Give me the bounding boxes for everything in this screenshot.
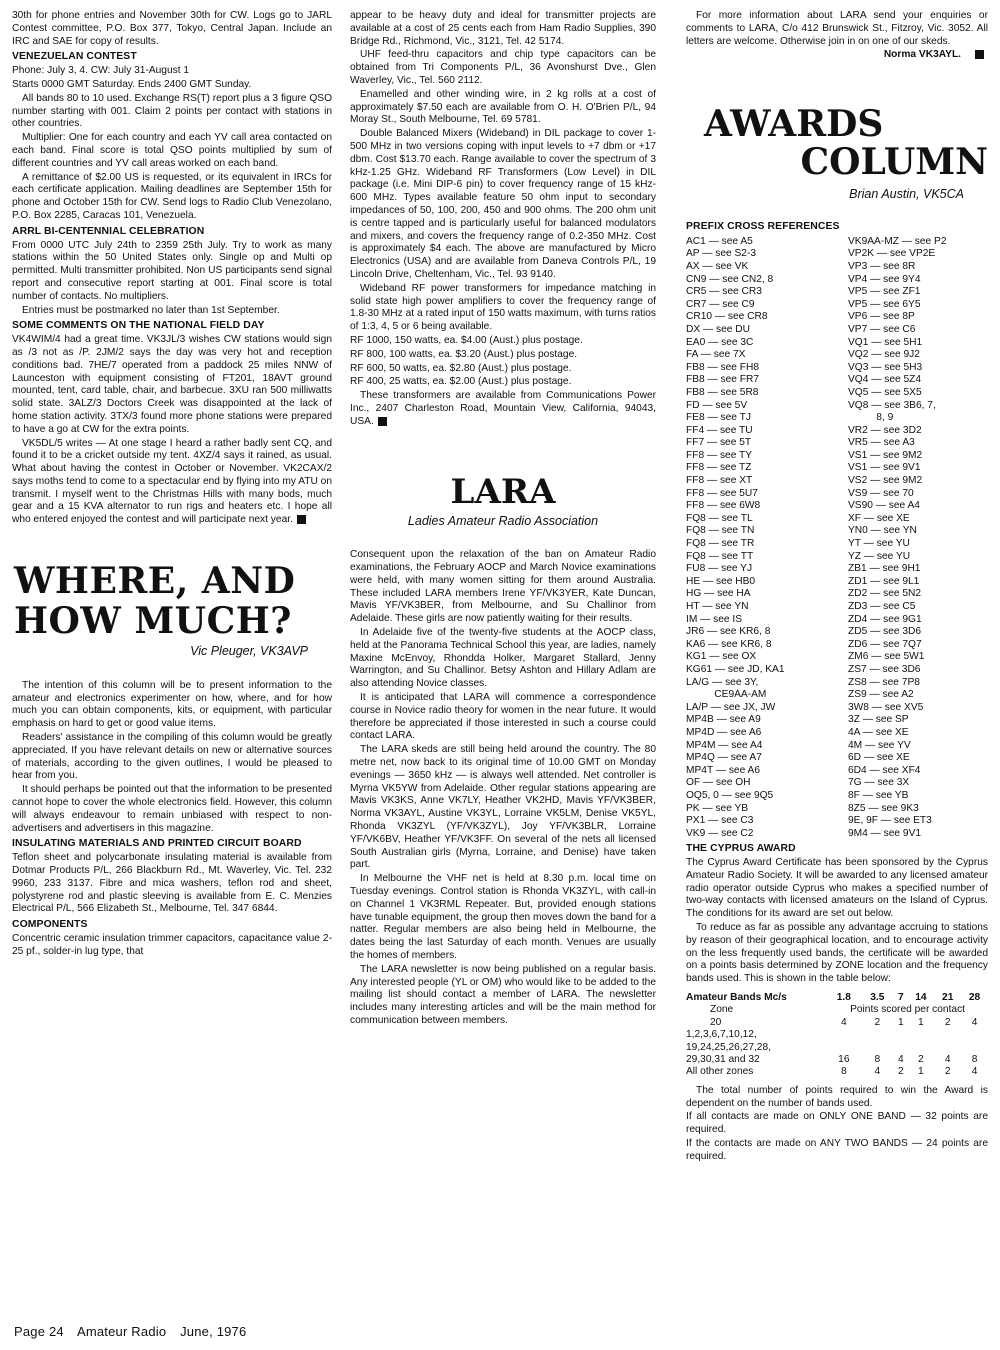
prefix-xref-item: 8, 9 [848, 412, 894, 424]
points-cell: 8 [874, 1054, 881, 1066]
prefix-xref-item: FB8 — see FR7 [686, 374, 760, 386]
bands-label: Amateur Bands Mc/s [686, 992, 787, 1004]
prefix-xref-item: FQ8 — see TL [686, 512, 753, 524]
points-cell: 4 [840, 1016, 847, 1028]
prefix-xref-item: ZD1 — see 9L1 [848, 575, 920, 587]
prefix-xref-item: OF — see OH [686, 777, 751, 789]
where-note: It should perhaps be pointed out that the information to be presented cannot hope to cover the whole electronics field. However, this column will always endeavour to remain unbiased with respect to non-advertisers and advertisers in this magazine. [12, 784, 332, 834]
prefix-xref-item: KG1 — see OX [686, 651, 757, 663]
band-cell: 7 [897, 992, 904, 1004]
prefix-xref-item: 8F — see YB [848, 789, 909, 801]
arrl-rules: From 0000 UTC July 24th to 2359 25th July. Try to work as many stations within the 50 United States only. Single op and Multi op permitted. Multi transmitter prohibited. Non US participants send signal report and consecutive report starting at 001. Final score is total number of contacts. No multipliers. [12, 239, 332, 302]
prefix-xref-item: 7G — see 3X [848, 777, 910, 789]
points-cell: 4 [874, 1066, 881, 1078]
band-cell: 3.5 [870, 992, 885, 1004]
prefix-xref-item: VQ8 — see 3B6, 7, [848, 399, 936, 411]
prefix-xref-item: FF7 — see 5T [686, 437, 752, 449]
prefix-xref-item: 8Z5 — see 9K3 [848, 802, 919, 814]
lara-adelaide: In Adelaide five of the twenty-five students at the AOCP class, held at the Panorama Technical School this year, are ladies, namely Maxine McEnvoy, Rhondda Holker, Margaret Stallard, Jenny Warrington, and Su Challinor. Betsy Ashton and Hillary Adlam are also attending Novice classes. [350, 627, 656, 690]
cyprus-two-bands: If the contacts are made on ANY TWO BANDS — 24 points are required. [686, 1138, 988, 1162]
prefix-xref-item: KA6 — see KR6, 8 [686, 638, 772, 650]
prefix-xref-item: VK9 — see C2 [686, 827, 754, 839]
points-cell: 4 [971, 1066, 978, 1078]
prefix-xref-item: MP4Q — see A7 [686, 752, 762, 764]
prefix-xref-item: ZB1 — see 9H1 [848, 563, 921, 575]
table-row [686, 1017, 988, 1029]
prefix-xref-item: 4A — see XE [848, 726, 909, 738]
prefix-xref-item: MP4M — see A4 [686, 739, 763, 751]
price-line: RF 800, 100 watts, ea. $3.20 (Aust.) plus postage. [350, 348, 578, 360]
rf-transformers-text: Wideband RF power transformers for impedance matching in solid state high power amplifiers to cover the frequency range of 1.8-30 MHz at a rated input of 150 watts maximum, with turns ratios of 1:3, 4, 5 or 6 being available. [350, 282, 656, 333]
table-row [686, 1029, 988, 1041]
points-cell: 16 [838, 1054, 850, 1066]
awards-column-title [704, 103, 988, 184]
magazine-name: Amateur Radio [76, 1324, 167, 1339]
points-cell [961, 1029, 988, 1041]
band-cell: 14 [915, 992, 927, 1004]
prefix-xref-right [848, 236, 988, 841]
points-cell: 4 [897, 1054, 904, 1066]
prefix-xref-item: ZD6 — see 7Q7 [848, 638, 922, 650]
price-line: RF 1000, 150 watts, ea. $4.00 (Aust.) plus postage. [350, 334, 583, 346]
points-cell [907, 1029, 934, 1041]
venezuelan-remittance: A remittance of $2.00 US is requested, or its equivalent in IRCs for each certificate application. Mailing deadlines are September 15th for phone and October 15th for CW. Send logs to Radio Club Venezolano, P.O. Box 2285, Caracas 101, Venezuela. [12, 171, 332, 221]
band-cell: 1.8 [836, 992, 851, 1004]
where-how-much-title [14, 560, 332, 643]
prefix-xref-item: ZD2 — see 5N2 [848, 588, 922, 600]
venezuelan-multiplier: Multiplier: One for each country and each YV call area contacted on each band. Final score is total QSO points multiplied by sum of different countries and YV call areas worked on each band. [12, 132, 332, 169]
prefix-xref-item: YT — see YU [848, 538, 910, 550]
prefix-xref-item: VR5 — see A3 [848, 437, 915, 449]
field-day-comments-2-text: VK5DL/5 writes — At one stage I heard a rather badly sent CQ, and found it to be a cricket outside my tent. 4XZ/4 says it rained, as usual. What about having the contest in October or November. VK2CAX/2 says moths tend to come to a spectacular end by flying into my ATU on transmit. I myself went to the Christmas Hills with many bods, much gear and a 15 KVA alternator to run rigs and heaters etc. I hope all who entered enjoyed the contest and will participate next year. [12, 437, 332, 526]
prefix-xref-item: DX — see DU [686, 323, 750, 335]
lara-signature-text: Norma VK3AYL. [883, 49, 961, 61]
insulating-heading: INSULATING MATERIALS AND PRINTED CIRCUIT BOARD [12, 838, 302, 850]
points-cell: 1 [897, 1016, 904, 1028]
lara-newsletter: The LARA newsletter is now being published on a regular basis. Any interested people (YL or OM) who would like to be added to the mailing list should contact a member of LARA. The newsletter includes many interesting articles and will be the main method for communication between members. [350, 963, 656, 1026]
prefix-xref-item: 9E, 9F — see ET3 [848, 815, 932, 827]
points-label: Points scored per contact [850, 1004, 966, 1016]
prefix-xref-item: 4M — see YV [848, 739, 911, 751]
components-text: Concentric ceramic insulation trimmer capacitors, capacitance value 2-25 pf., solder-in lug type, that [12, 933, 332, 957]
zone-cell: All other zones [686, 1066, 754, 1078]
prefix-xref-item: AC1 — see A5 [686, 235, 753, 247]
prefix-xref-item: HE — see HB0 [686, 575, 756, 587]
band-cell: 21 [942, 992, 954, 1004]
where-intro: The intention of this column will be to present information to the amateur and electronics experimenter on how, where, and for how much you can obtain components, kits, or equipment, with particular emphasis on hard to get or good value items. [12, 679, 332, 730]
points-cell: 1 [918, 1066, 924, 1078]
prefix-xref-item: CR7 — see C9 [686, 298, 755, 310]
prefix-xref-item: FB8 — see FH8 [686, 361, 760, 373]
table-row [686, 1066, 988, 1078]
points-cell [934, 1029, 961, 1041]
prefix-xref-item: HT — see YN [686, 601, 749, 612]
prefix-xref-item: ZS9 — see A2 [848, 689, 914, 701]
prefix-xref-item: VP3 — see 8R [848, 260, 916, 272]
prefix-xref-item: YN0 — see YN [848, 525, 917, 537]
awards-byline: Brian Austin, VK5CA [849, 187, 964, 202]
cyprus-points-table [686, 992, 988, 1079]
prefix-xref-item: OQ5, 0 — see 9Q5 [686, 789, 774, 801]
transformers-source [350, 390, 656, 428]
prefix-xref-item: VP5 — see ZF1 [848, 286, 921, 298]
prefix-xref-item: HG — see HA [686, 588, 751, 600]
prefix-xref-item: VQ4 — see 5Z4 [848, 374, 922, 386]
prefix-xref-item: PK — see YB [686, 802, 749, 814]
prefix-xref-item: VR2 — see 3D2 [848, 424, 922, 436]
prefix-xref-item: MP4D — see A6 [686, 726, 762, 738]
prefix-xref-item: VK9AA-MZ — see P2 [848, 235, 947, 247]
field-day-comments: VK4WIM/4 had a great time. VK3JL/3 wishes CW stations would sign as /3 not as /P. 2JM/2 says the day was very hot and reception conditions bad. 7HE/7 operated from a paddock 25 miles NNW of Launceston with equipment consisting of FT201, 18AVT ground mounted, tent, card table, chair, and barbecue. 3XU ran 500 milliwatts solid state. 3ALZ/3 Doctors Creek was disappointed at the lack of home station activity. 3TX/3 found more phone stations were prepared to have a go at CW for the extra points. [12, 334, 332, 435]
venezuelan-contest-heading: VENEZUELAN CONTEST [12, 51, 137, 63]
prefix-xref-item: ZS8 — see 7P8 [848, 676, 920, 688]
prefix-xref-item: VP5 — see 6Y5 [848, 298, 921, 310]
table-row [686, 1042, 988, 1054]
prefix-xref-item: ZD3 — see C5 [848, 601, 916, 612]
prefix-xref-item: VP4 — see 9Y4 [848, 273, 921, 285]
winding-wire-text: Enamelled and other winding wire, in 2 kg rolls at a cost of approximately $7.50 each are available from O. H. O'Brien P/L, 94 Moray St., South Melbourne, Tel. 69 5781. [350, 88, 656, 126]
where-readers: Readers' assistance in the compiling of this column would be greatly appreciated. If you have relevant details on new or alternative sources of materials, according to the given outlines, I would be pleased to hear from you. [12, 732, 332, 782]
prefix-xref-item: FF8 — see TY [686, 449, 753, 461]
venezuelan-dates: Phone: July 3, 4. CW: July 31-August 1 [12, 65, 190, 77]
prefix-xref-item: FD — see 5V [686, 399, 748, 411]
prefix-xref-item: VS1 — see 9M2 [848, 449, 923, 461]
components-heading: COMPONENTS [12, 919, 88, 931]
prefix-xref-item: ZD5 — see 3D6 [848, 626, 922, 638]
prefix-xref-item: FB8 — see 5R8 [686, 386, 759, 398]
prefix-xref-item: EA0 — see 3C [686, 336, 754, 348]
prefix-xref-item: VS9 — see 70 [848, 487, 914, 499]
awards-title-line1: AWARDS [704, 103, 884, 146]
prefix-xref-item: 9M4 — see 9V1 [848, 827, 922, 839]
points-cell: 2 [874, 1016, 881, 1028]
prefix-xref-item: 3Z — see SP [848, 714, 909, 726]
lara-subtitle: Ladies Amateur Radio Association [407, 513, 599, 528]
field-day-heading: SOME COMMENTS ON THE NATIONAL FIELD DAY [12, 320, 265, 332]
page-footer [14, 1324, 256, 1339]
price-line: RF 600, 50 watts, ea. $2.80 (Aust.) plus postage. [350, 362, 572, 374]
prefix-xref-item: FQ8 — see TT [686, 550, 754, 562]
zone-cell: 20 [710, 1016, 722, 1028]
prefix-xref-heading: PREFIX CROSS REFERENCES [686, 220, 840, 232]
zone-cell: 1,2,3,6,7,10,12, [686, 1029, 757, 1041]
arrl-heading: ARRL BI-CENTENNIAL CELEBRATION [12, 225, 205, 237]
points-cell: 8 [840, 1066, 847, 1078]
points-cell: 2 [944, 1066, 951, 1078]
column-left [12, 10, 332, 960]
points-cell: 4 [944, 1054, 951, 1066]
points-cell [827, 1029, 861, 1041]
prefix-xref-item: FU8 — see YJ [686, 563, 753, 575]
points-cell [827, 1042, 861, 1054]
lara-melbourne: In Melbourne the VHF net is held at 8.30 p.m. local time on Tuesday evenings. Control station is Rhonda VK3ZYL, with call-in on Channel 1 VK3RML Repeater. But, provided enough stations have tunable equipment, the group then moves down the band for a natter. Regular members are also being held in Melbourne, the dates being the last Saturday of each month. Venues are usually the homes of members. [350, 873, 656, 961]
prefix-xref-item: CR5 — see CR3 [686, 286, 762, 298]
points-cell [861, 1042, 895, 1054]
prefix-xref-item: FF8 — see TZ [686, 462, 752, 474]
points-cell [934, 1042, 961, 1054]
end-mark-icon [378, 417, 387, 426]
prefix-xref-item: VP7 — see C6 [848, 323, 916, 335]
column-middle [350, 10, 656, 1029]
prefix-xref-item: LA/P — see JX, JW [686, 701, 776, 713]
prefix-xref-item: AX — see VK [686, 260, 749, 272]
points-cell [894, 1029, 907, 1041]
points-cell: 1 [918, 1016, 924, 1028]
page-number: Page 24 [14, 1324, 64, 1339]
prefix-xref-item: 6D — see XE [848, 752, 910, 764]
awards-title-line2: COLUMN [800, 141, 988, 184]
lara-more-info: For more information about LARA send your enquiries or comments to LARA, C/o 412 Brunswick St., Fitzroy, Vic. 3052. All letters are welcome. Otherwise join in on one of our skeds. [686, 10, 988, 47]
prefix-xref-item: ZM6 — see 5W1 [848, 651, 925, 663]
prefix-xref-item: VQ2 — see 9J2 [848, 349, 920, 361]
prefix-xref-item: FF8 — see 5U7 [686, 487, 758, 499]
cyprus-total: The total number of points required to win the Award is dependent on the number of bands used. [686, 1084, 988, 1109]
table-header-row [686, 992, 988, 1004]
cyprus-heading: THE CYPRUS AWARD [686, 843, 796, 855]
lara-title: LARA [450, 471, 556, 512]
prefix-xref-item: VQ5 — see 5X5 [848, 386, 922, 398]
insulating-text: Teflon sheet and polycarbonate insulating material is available from Dotmar Products P/L, 266 Blackburn Rd., Mt. Waverley, Vic. Tel. 232 9960, 233 3137. Fibre and mica washers, teflon rod and sheet, polystyrene rod and plastic sleeving is available from E. C. Menzies Electrical P/L, 566 Elizabeth St., Melbourne, Tel. 347 6844. [12, 852, 332, 915]
trimmer-capacitors-text: appear to be heavy duty and ideal for transmitter projects are available at a cost of 25 cents each from Ham Radio Supplies, 390 Bridge Rd., Richmond, Vic., 3121, Tel. 42 5174. [350, 10, 656, 47]
points-cell [961, 1042, 988, 1054]
issue-date: June, 1976 [180, 1324, 247, 1339]
zone-cell: 19,24,25,26,27,28, [686, 1041, 771, 1053]
prefix-xref-item: MP4T — see A6 [686, 764, 760, 776]
where-title-line2: HOW MUCH? [14, 600, 292, 643]
points-cell [861, 1029, 895, 1041]
prefix-xref-item: CN9 — see CN2, 8 [686, 273, 774, 285]
prefix-xref-item: FF4 — see TU [686, 424, 753, 436]
prefix-xref-item: ZS7 — see 3D6 [848, 663, 921, 675]
band-cell: 28 [968, 992, 981, 1004]
prefix-xref-item: AP — see S2-3 [686, 248, 757, 260]
venezuelan-times: Starts 0000 GMT Saturday. Ends 2400 GMT Sunday. [12, 78, 252, 90]
prefix-xref-left [686, 236, 848, 841]
contest-intro-text: 30th for phone entries and November 30th for CW. Logs go to JARL Contest committee, P.O. Box 377, Tokyo, Central Japan. Include an IRC and SAE for copy of results. [12, 10, 332, 47]
points-cell: 4 [971, 1016, 978, 1028]
prefix-xref-item: CR10 — see CR8 [686, 311, 768, 323]
zone-cell: 29,30,31 and 32 [686, 1054, 760, 1066]
prefix-xref-item: FQ8 — see TN [686, 525, 755, 537]
prefix-xref-item: FF8 — see XT [686, 475, 753, 487]
prefix-xref-item: ZD4 — see 9G1 [848, 613, 922, 625]
cyprus-points-basis: To reduce as far as possible any advantage accruing to stations by reason of their geographical location, and to encourage activity on the less frequently used bands, the certificate will be awarded on a points basis determined by ZONE location and the frequency bands used. This is shown in the table below: [686, 922, 988, 985]
prefix-xref-item: VQ3 — see 5H3 [848, 361, 923, 373]
lara-exams: Consequent upon the relaxation of the ban on Amateur Radio examinations, the February AOCP and March Novice examinations were held, with many women sitting for them around Australia. These included LARA members Irene YF/VK3YER, Kate Duncan, Mavis YF/VK3BER, from Melbourne, and Su Challinor from Adelaide. These girls are now patiently waiting for their results. [350, 549, 656, 625]
price-line: RF 400, 25 watts, ea. $2.00 (Aust.) plus postage. [350, 376, 572, 388]
prefix-xref-item: 3W8 — see XV5 [848, 701, 924, 713]
transformers-source-text: These transformers are available from Communications Power Inc., 2407 Charleston Road, Mountain View, California, 94043, USA. [350, 390, 656, 427]
prefix-xref-item: CE9AA-AM [686, 689, 767, 701]
lara-skeds: The LARA skeds are still being held around the country. The 80 metre net, now back to its original time of 10.00 GMT on Monday evenings — 3650 kHz — is always well attended. Net controller is Myrna VK5YW from Adelaide. Other regular stations appearing are Mavis VK3KS, Anne VK7LY, Heather VK2HD, Mavis YF/VK3BER, Norma VK3AYL, Austine VK3YL, Lorraine VK5LM, Denise VK5YL, Rhonda VK3ZYL (YF/VK3ZYL), Joy YF/VK3BLR, Lorraine YF/VK6BV, Heather YF/VK3FF. On several of the nets all licensed South Australian girls (Myrna, Lorraine, and Denise) have taken part. [350, 744, 656, 871]
prefix-xref-list [686, 236, 988, 841]
venezuelan-bands: All bands 80 to 10 used. Exchange RS(T) report plus a 3 figure QSO number starting with 001. Claim 2 points per contact with stations in other countries. [12, 92, 332, 130]
prefix-xref-item: VP2K — see VP2E [848, 248, 936, 260]
cyprus-one-band: If all contacts are made on ONLY ONE BAND — 32 points are required. [686, 1111, 988, 1136]
prefix-xref-item: LA/G — see 3Y, [686, 676, 759, 688]
lara-course: It is anticipated that LARA will commence a correspondence course in Novice radio theory for women in the near future. It would therefore be appreciated if those interested in such a course could contact LARA. [350, 692, 656, 742]
uhf-capacitors-text: UHF feed-thru capacitors and chip type capacitors can be obtained from Tri Components P/L, 36 Avonshurst Dve., Glen Waverley, Vic., Tel. 560 2112. [350, 49, 656, 86]
prefix-xref-item: JR6 — see KR6, 8 [686, 626, 771, 638]
prefix-xref-item: VS90 — see A4 [848, 500, 920, 512]
points-cell [907, 1042, 934, 1054]
prefix-xref-item: FA — see 7X [686, 349, 746, 361]
prefix-xref-item: VS1 — see 9V1 [848, 462, 921, 474]
column-right [686, 10, 988, 1165]
prefix-xref-item: KG61 — see JD, KA1 [686, 663, 785, 675]
field-day-comments-2 [12, 438, 332, 528]
zone-rows [686, 1017, 988, 1079]
where-byline: Vic Pleuger, VK3AVP [190, 644, 308, 659]
cyprus-intro: The Cyprus Award Certificate has been sponsored by the Cyprus Amateur Radio Society. It will be awarded to any licensed amateur radio operator outside Cyprus who makes a specified number of two-way contacts with licensed amateurs on the Island of Cyprus. The conditions for its award are set out below. [686, 857, 988, 920]
prefix-xref-item: VS2 — see 9M2 [848, 475, 923, 487]
points-cell [894, 1042, 907, 1054]
prefix-xref-item: FF8 — see 6W8 [686, 500, 761, 512]
prefix-xref-item: VP6 — see 8P [848, 311, 915, 323]
prefix-xref-item: XF — see XE [848, 512, 910, 524]
points-cell: 8 [971, 1054, 978, 1066]
table-row [686, 1054, 988, 1066]
where-title-line1: WHERE, AND [14, 560, 296, 603]
prefix-xref-item: MP4B — see A9 [686, 714, 761, 726]
points-cell: 2 [918, 1054, 924, 1066]
arrl-entries: Entries must be postmarked no later than 1st September. [22, 304, 280, 316]
end-mark-icon [297, 515, 306, 524]
table-subheader-row [686, 1004, 988, 1016]
points-cell: 2 [897, 1066, 904, 1078]
prefix-xref-item: FQ8 — see TR [686, 538, 755, 550]
prefix-xref-item: FE8 — see TJ [686, 412, 751, 424]
prefix-xref-item: VQ1 — see 5H1 [848, 336, 923, 348]
mixers-text: Double Balanced Mixers (Wideband) in DIL package to cover 1-500 MHz in two versions coping with input levels to +7 dbm or +17 dbm. Cost $13.70 each. Range available to cover the spectrum of 3 kHz-1.25 GHz. Wideband RF Transformers (Low Level) in DIL package (i.e. Mini DIP-6 pin) to cover frequency range of 15 kHz-600 MHz. Types available feature 50 ohm input to secondary impedances of 50, 100, 200, 450 and 900 ohms. The 200 ohm unit is centre tapped and is particularly useful for balanced modulators and mixers, and covers the frequency range of 0.2-350 MHz. Cost is approximately $4 each. The above are manufactured by Micro Electronics (USA) and are available from Daneva Controls P/L, 19 Lincoln Drive, Cheltenham, Vic., Tel. 93 9140. [350, 128, 656, 280]
prefix-xref-item: PX1 — see C3 [686, 815, 754, 827]
points-cell: 2 [944, 1016, 951, 1028]
zone-label: Zone [710, 1004, 734, 1016]
prefix-xref-item: YZ — see YU [848, 550, 911, 562]
lara-signature [686, 49, 984, 62]
prefix-xref-item: IM — see IS [686, 613, 743, 625]
end-mark-icon [975, 50, 984, 59]
prefix-xref-item: 6D4 — see XF4 [848, 764, 921, 776]
